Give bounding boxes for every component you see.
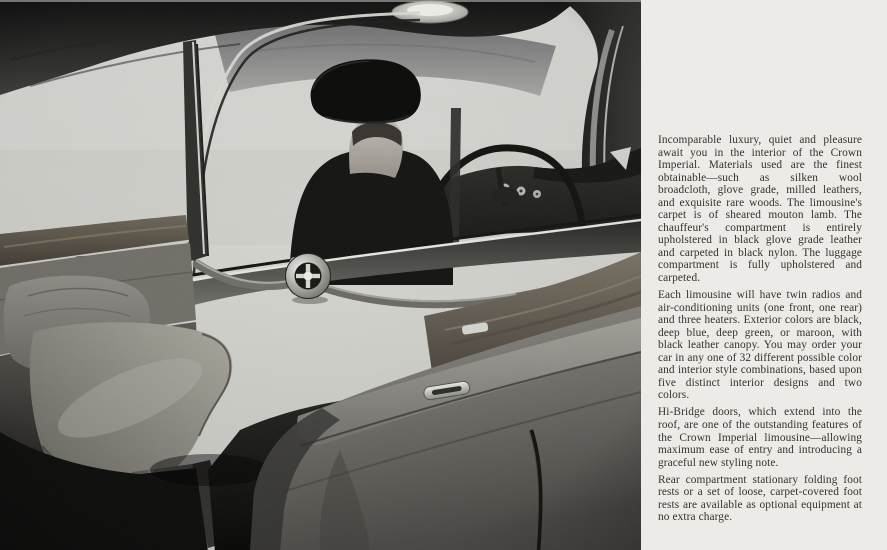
body-paragraph-equipment: Each limousine will have twin radios and air-conditioning units (one front, one rear) and three heaters. Exterior colors are black, deep blue, deep green, or maroon, with black leather canopy. You may order your car in any one of 32 different possible color and interior style combinations, based upon five distinct interior designs and two colors. [658, 289, 862, 402]
body-paragraph-hibridge: Hi-Bridge doors, which extend into the roof, are one of the outstanding features of the Crown Imperial limousine—allowing maximum ease of entry and introducing a graceful new styling note. [658, 406, 862, 469]
body-paragraph-materials: Incomparable luxury, quiet and pleasure await you in the interior of the Crown Imperial. Materials used are the finest obtainable—such as silken wool broadcloth, glove grade, milled leathers, and exquisite rare woods. The limousine's carpet is of sheared mouton lamb. The chauffeur's compartment is entirely upholstered in black glove grade leather and carpeted in black nylon. The luggage compartment is fully upholstered and carpeted. [658, 134, 862, 285]
copy-column [641, 0, 887, 550]
scan-edge [0, 0, 641, 2]
body-paragraph-footrests: Rear compartment stationary folding foot rests or a set of loose, carpet-covered foot rests are available as optional equipment at no extra charge. [658, 473, 862, 524]
